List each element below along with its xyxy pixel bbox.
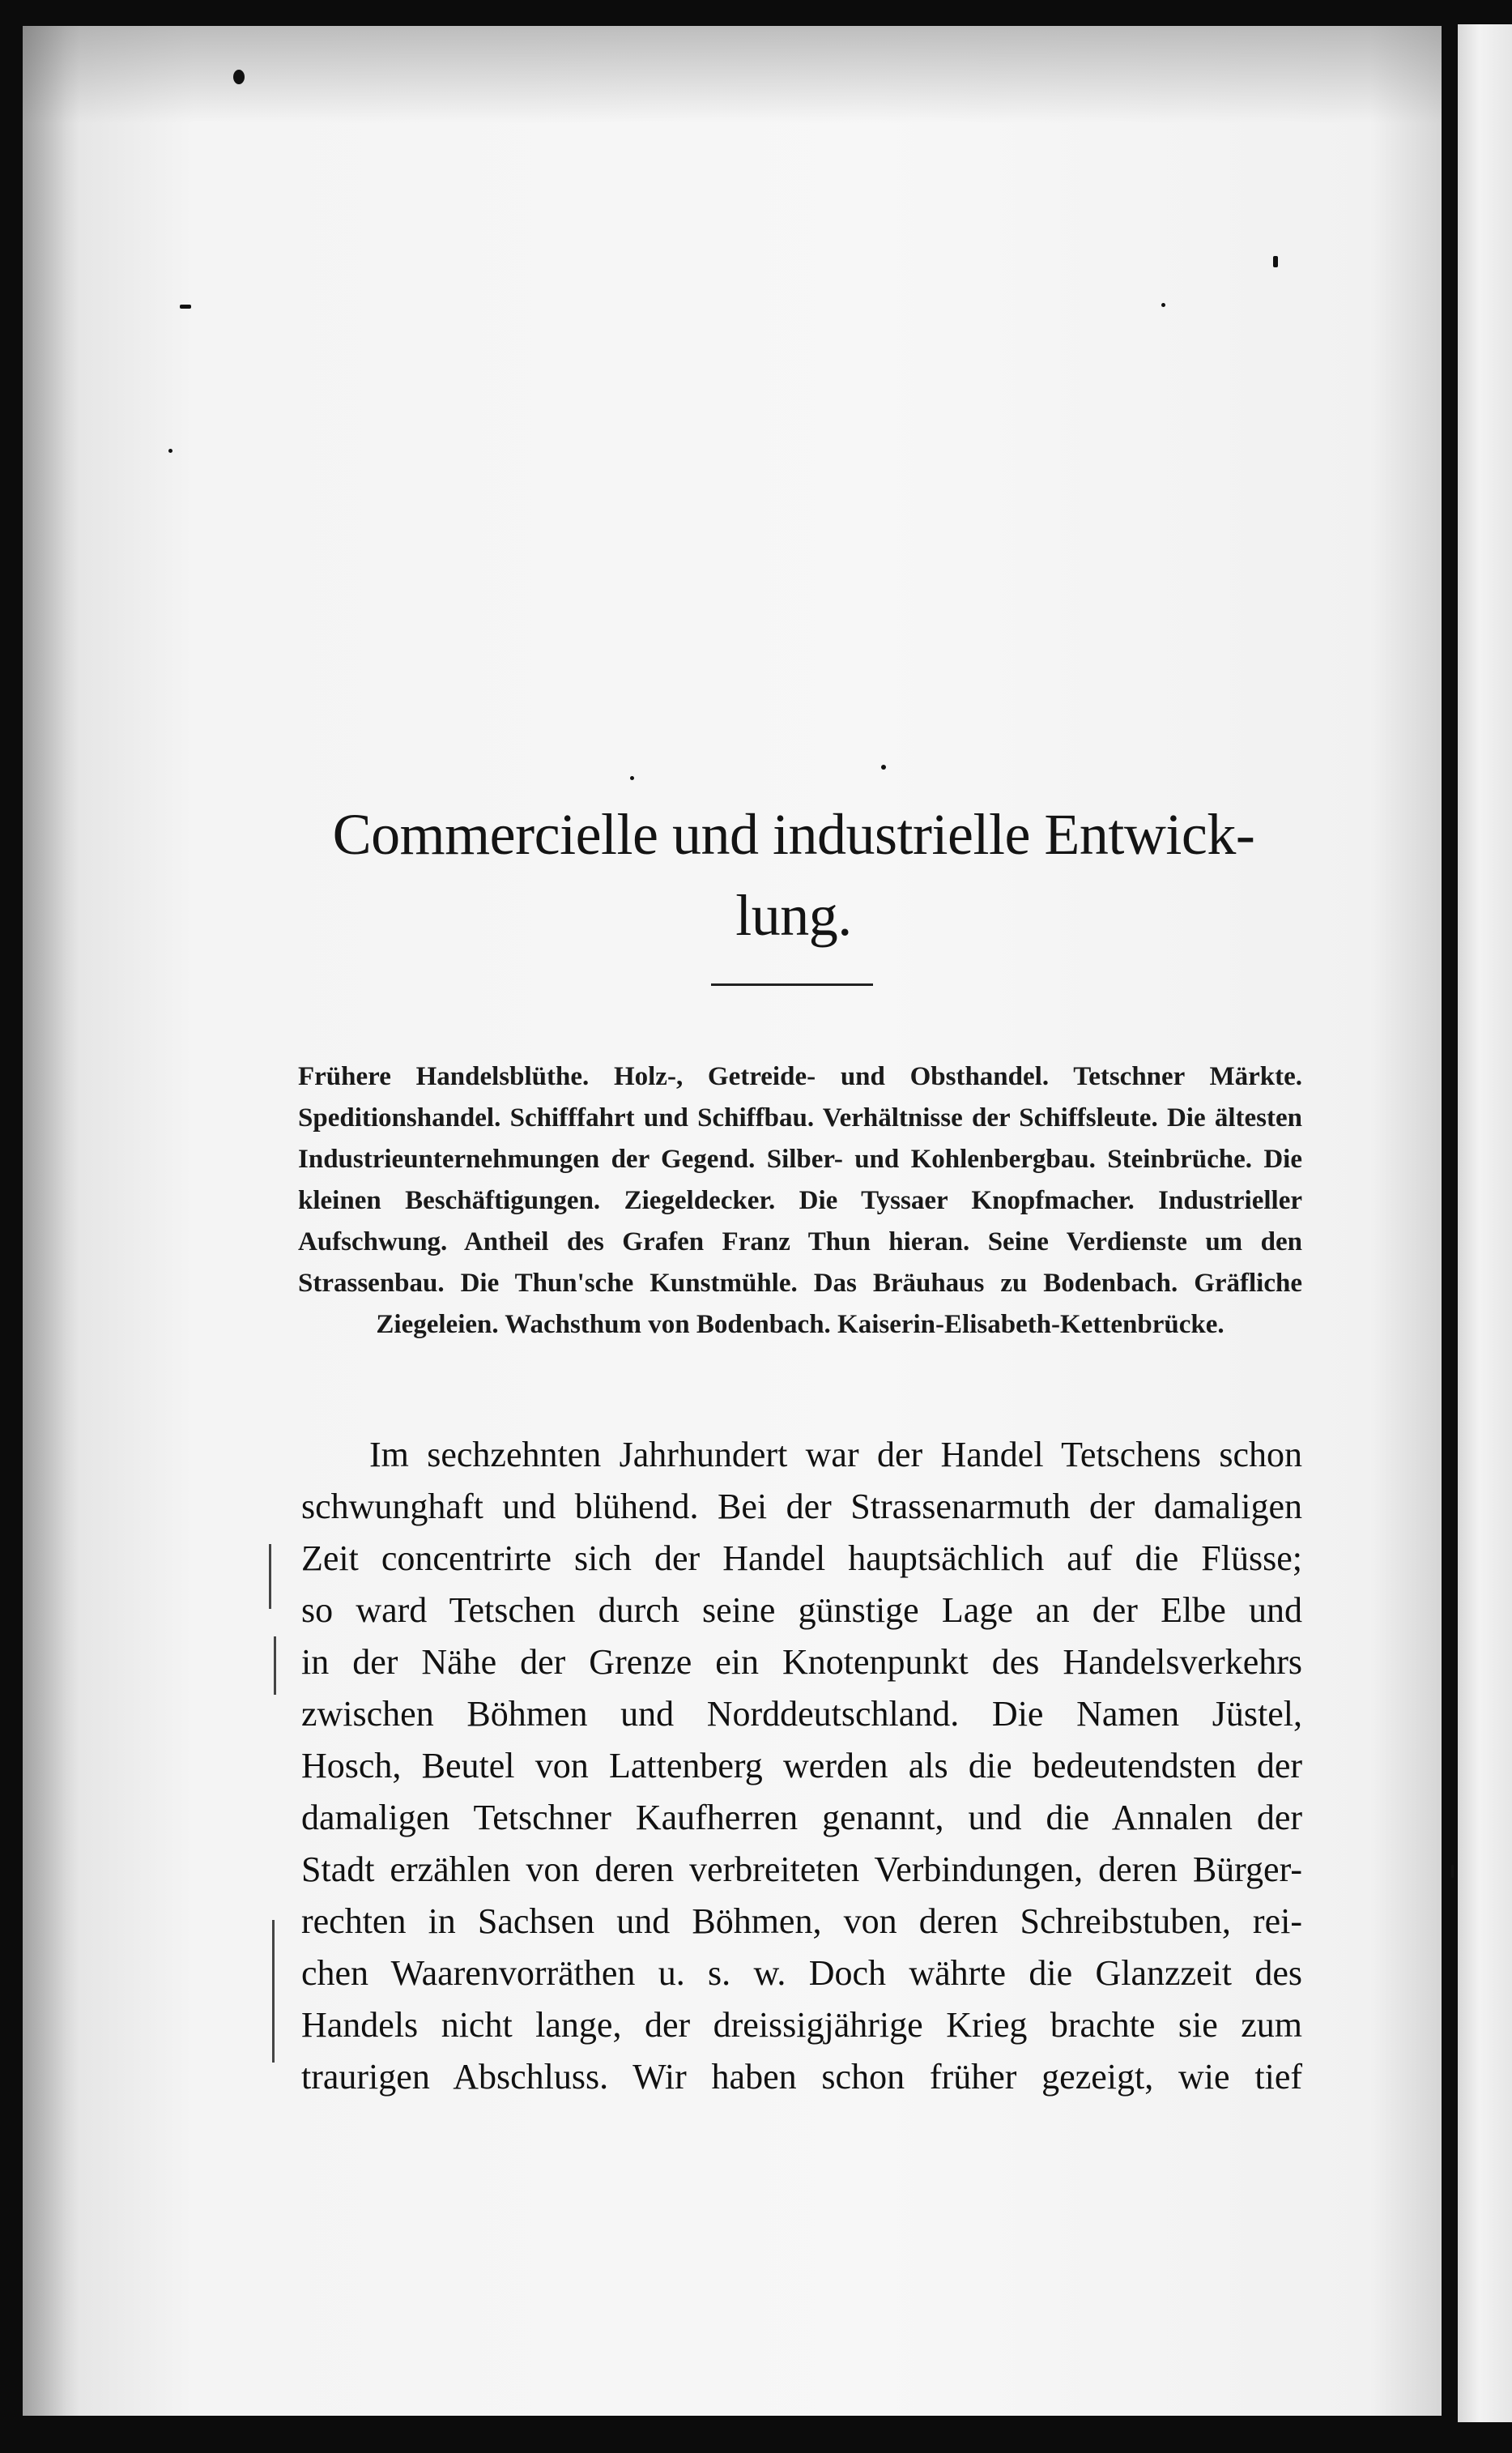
chapter-title [267, 794, 1320, 956]
body-line: zwischen Böhmen und Norddeutschland. Die Namen Jüstel, [301, 1694, 1302, 1734]
margin-mark [274, 1636, 276, 1695]
chapter-summary: Frühere Handelsblüthe. Holz-, Getreide- und Obsthandel. Tetschner Märkte. Speditionshandel. Schifffahrt und Schiffbau. Verhältnisse der Schiffsleute. Die ältesten Industrieunternehmungen der Gegend. Silber- und Kohlenbergbau. Steinbrüche. Die kleinen Beschäftigungen. Ziegeldecker. Die Tyssaer Knopfmacher. Industrieller Aufschwung. Antheil des Grafen Franz Thun hieran. Seine Verdienste um den Strassenbau. Die Thun'sche Kunstmühle. Das Bräuhaus zu Bodenbach. Gräfliche Ziegeleien. Wachsthum von Bodenbach. Kaiserin-Elisabeth-Kettenbrücke. [298, 1062, 1302, 1339]
scan-speck [1273, 256, 1278, 267]
body-line: Im sechzehnten Jahrhundert war der Handel Tetschens schon [369, 1435, 1302, 1474]
body-line: Handels nicht lange, der dreissigjährige Krieg brachte sie zum [301, 2005, 1302, 2045]
scan-speck [1161, 303, 1165, 307]
body-line: Hosch, Beutel von Lattenberg werden als die bedeutendsten der [301, 1746, 1302, 1785]
scan-speck [1451, 1865, 1454, 1878]
body-paragraph [301, 1429, 1302, 2103]
scan-speck [168, 449, 172, 453]
scan-shadow-left [23, 26, 79, 2416]
body-line: rechten in Sachsen und Böhmen, von deren Schreibstuben, rei- [301, 1901, 1302, 1941]
scan-speck [233, 70, 245, 84]
scan-speck [881, 765, 886, 770]
chapter-title-line: lung. [735, 883, 852, 948]
body-line: chen Waarenvorräthen u. s. w. Doch währte die Glanzzeit des [301, 1953, 1302, 1993]
scan-speck [630, 776, 634, 780]
body-line: in der Nähe der Grenze ein Knotenpunkt des Handelsverkehrs [301, 1642, 1302, 1682]
body-line: schwunghaft und blühend. Bei der Strassenarmuth der damaligen [301, 1487, 1302, 1526]
body-line: so ward Tetschen durch seine günstige Lage an der Elbe und [301, 1590, 1302, 1630]
body-line: traurigen Abschluss. Wir haben schon früher gezeigt, wie tief [301, 2057, 1302, 2097]
margin-mark [272, 1920, 275, 2063]
body-line: Zeit concentrirte sich der Handel hauptsächlich auf die Flüsse; [301, 1538, 1302, 1578]
margin-mark [269, 1544, 271, 1609]
body-line: Stadt erzählen von deren verbreiteten Verbindungen, deren Bürger- [301, 1849, 1302, 1889]
adjacent-page-edge [1458, 24, 1512, 2422]
scan-speck [180, 305, 191, 309]
body-line: damaligen Tetschner Kaufherren genannt, und die Annalen der [301, 1798, 1302, 1837]
chapter-title-line: Commercielle und industrielle Entwick- [332, 802, 1255, 867]
title-divider [711, 983, 873, 986]
